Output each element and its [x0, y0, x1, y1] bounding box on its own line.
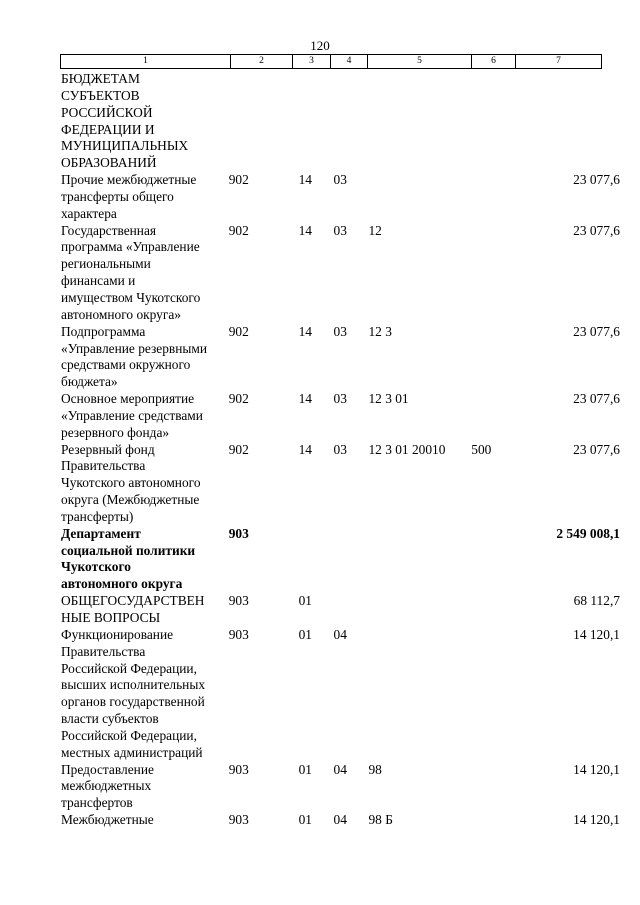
column-header-3: 3	[292, 55, 330, 68]
row-subsection-code: 04	[333, 761, 347, 777]
row-name: Функционирование Правительства Российской Федерации, высших исполнительных органов государственной власти субъектов Российской Федерации, местных администраций	[61, 626, 206, 760]
row-ministry-code: 903	[228, 525, 249, 541]
row-section-code: 14	[298, 441, 312, 457]
row-amount: 23 077,6	[573, 172, 620, 188]
table-row	[60, 526, 620, 593]
row-target-item: 12 3 01	[368, 391, 409, 407]
row-amount: 14 120,1	[573, 812, 620, 828]
table-row	[60, 391, 620, 442]
table-row	[60, 442, 620, 526]
row-expense-type: 500	[471, 441, 492, 457]
row-target-item: 12 3 01 20010	[368, 441, 446, 457]
row-amount: 14 120,1	[573, 761, 620, 777]
page-number: 120	[310, 38, 330, 53]
column-header-1: 1	[143, 56, 148, 66]
row-amount: 23 077,6	[573, 323, 620, 339]
column-header-row	[60, 54, 602, 69]
table-row	[60, 71, 620, 172]
row-ministry-code: 902	[228, 222, 249, 238]
row-target-item: 98 Б	[368, 812, 393, 828]
row-section-code: 01	[298, 593, 312, 609]
row-name: Резервный фонд Правительства Чукотского автономного округа (Межбюджетные трансферты)	[61, 441, 201, 524]
table-row	[60, 324, 620, 391]
row-section-code: 01	[298, 761, 312, 777]
row-subsection-code: 03	[333, 222, 347, 238]
budget-table-body	[60, 71, 620, 829]
row-name: Подпрограмма «Управление резервными средствами окружного бюджета»	[61, 323, 208, 390]
table-row	[60, 812, 620, 829]
row-section-code: 14	[298, 172, 312, 188]
row-subsection-code: 03	[333, 391, 347, 407]
row-ministry-code: 903	[228, 593, 249, 609]
row-target-item: 12 3	[368, 323, 392, 339]
column-header-7: 7	[515, 55, 601, 68]
row-name: ОБЩЕГОСУДАРСТВЕН НЫЕ ВОПРОСЫ	[61, 593, 205, 625]
column-header-6: 6	[471, 55, 515, 68]
table-row	[60, 593, 620, 627]
row-section-code: 14	[298, 222, 312, 238]
table-row	[60, 627, 620, 762]
row-name: Прочие межбюджетные трансферты общего характера	[61, 172, 197, 221]
row-ministry-code: 903	[228, 761, 249, 777]
row-subsection-code: 04	[333, 626, 347, 642]
column-header-4: 4	[330, 55, 367, 68]
row-name: Межбюджетные	[61, 812, 154, 828]
row-target-item: 98	[368, 761, 382, 777]
row-amount: 23 077,6	[573, 391, 620, 407]
row-ministry-code: 903	[228, 626, 249, 642]
row-target-item: 12	[368, 222, 382, 238]
row-ministry-code: 902	[228, 391, 249, 407]
row-amount: 68 112,7	[573, 593, 620, 609]
row-section-code: 01	[298, 812, 312, 828]
row-name: БЮДЖЕТАМ СУБЪЕКТОВ РОССИЙСКОЙ ФЕДЕРАЦИИ И МУНИЦИПАЛЬНЫХ ОБРАЗОВАНИЙ	[61, 71, 189, 171]
row-subsection-code: 03	[333, 323, 347, 339]
table-row	[60, 223, 620, 324]
row-subsection-code: 03	[333, 441, 347, 457]
column-header-5: 5	[367, 55, 471, 68]
column-header-2: 2	[230, 55, 292, 68]
table-row	[60, 172, 620, 223]
table-row	[60, 762, 620, 813]
row-amount: 2 549 008,1	[556, 525, 620, 541]
row-subsection-code: 04	[333, 812, 347, 828]
row-ministry-code: 902	[228, 172, 249, 188]
row-ministry-code: 902	[228, 323, 249, 339]
row-amount: 23 077,6	[573, 222, 620, 238]
row-ministry-code: 903	[228, 812, 249, 828]
row-amount: 23 077,6	[573, 441, 620, 457]
row-subsection-code: 03	[333, 172, 347, 188]
row-section-code: 01	[298, 626, 312, 642]
row-name: Основное мероприятие «Управление средствами резервного фонда»	[61, 391, 203, 440]
row-section-code: 14	[298, 323, 312, 339]
row-section-code: 14	[298, 391, 312, 407]
row-name: Предоставление межбюджетных трансфертов	[61, 761, 154, 811]
row-amount: 14 120,1	[573, 626, 620, 642]
row-name: Государственная программа «Управление региональными финансами и имуществом Чукотского автономного округа»	[61, 222, 201, 322]
row-name: Департамент социальной политики Чукотского автономного округа	[61, 525, 196, 592]
row-ministry-code: 902	[228, 441, 249, 457]
